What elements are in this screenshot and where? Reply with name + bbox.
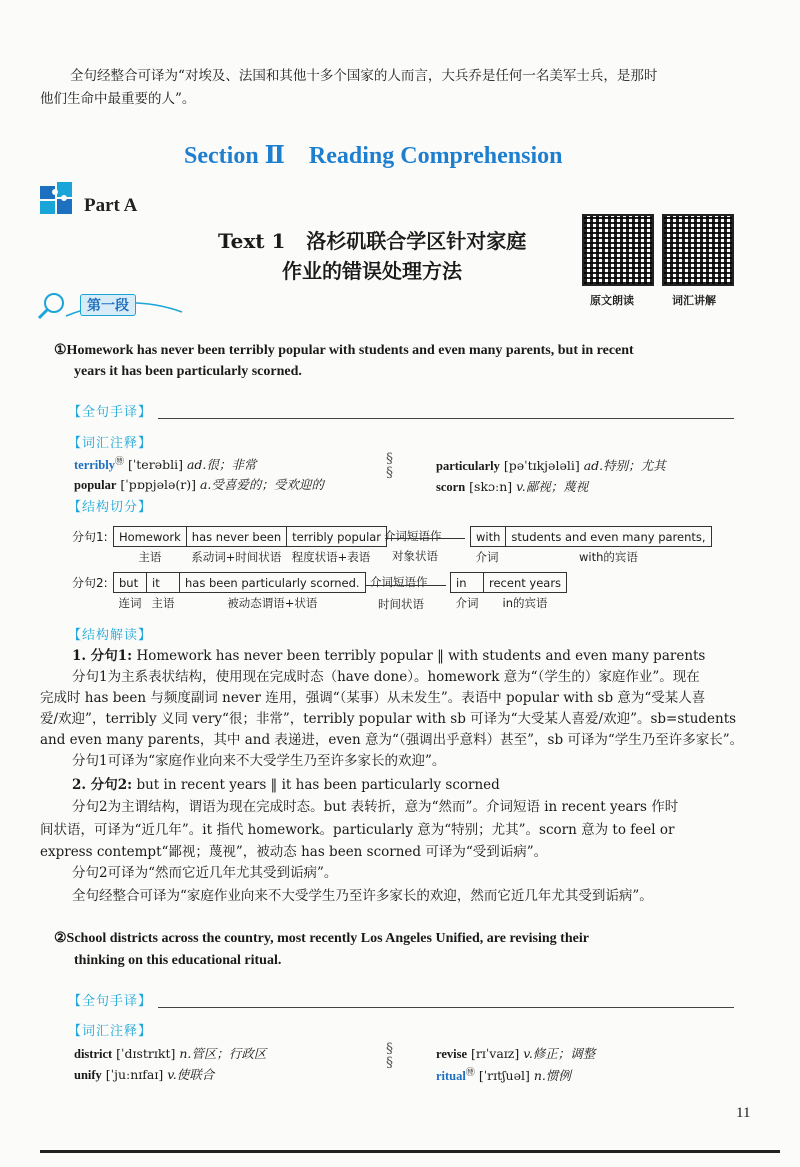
split-1-label: 分句1: xyxy=(72,530,108,544)
bottom-rule xyxy=(40,1150,780,1153)
split-1-mid-top: 介词短语作 xyxy=(384,529,442,543)
vocab-item-ritual: ritual㊕ [ˈrɪtʃuəl] n.惯例 xyxy=(436,1068,571,1084)
explain-p2-l3: express contempt“鄙视；蔑视”，被动态 has been scorned 可译为“受到诟病”。 xyxy=(40,844,548,860)
vocab-item-popular: popular [ˈpɒpjələ(r)] a.受喜爱的；受欢迎的 xyxy=(74,477,324,492)
split-2-mid-bottom: 时间状语 xyxy=(378,597,424,611)
section-title: Section Ⅱ Reading Comprehension xyxy=(184,143,563,169)
qr-label-vocab: 词汇讲解 xyxy=(672,294,716,307)
explain-p1-l5: 分句1可译为“家庭作业向来不大受学生乃至许多家长的欢迎”。 xyxy=(72,753,446,769)
sentence-2-line-1: ②School districts across the country, most recently Los Angeles Unified, are revising their xyxy=(54,931,589,946)
page-number: 11 xyxy=(736,1105,751,1121)
explain-p2-l2: 间状语，可译为“近几年”。it 指代 homework。particularly 意为“特别；尤其”。scorn 意为 to feel or xyxy=(40,822,675,838)
qr-code-reading[interactable] xyxy=(582,214,654,286)
explain-p1-l4: and even many parents，其中 and 表递进，even 意为“（强调出乎意料）甚至”，sb 可译为“学生乃至许多家长”。 xyxy=(40,732,744,748)
split-1-table-left: Homework has never been terribly popular 主语 系动词+时间状语 程度状语+表语 xyxy=(113,526,387,566)
split-2-arrow xyxy=(366,585,446,586)
split-1-table-right: with students and even many parents, 介词 with的宾语 xyxy=(470,526,712,566)
explain-p2-l1: 分句2为主谓结构，谓语为现在完成时态。but 表转折，意为“然而”。介词短语 in recent years 作时 xyxy=(72,799,679,815)
split-1-mid-bottom: 对象状语 xyxy=(392,549,438,563)
explain-p1-l1: 分句1为主系表状结构，使用现在完成时态（have done）。homework 意为“（学生的）家庭作业”。现在 xyxy=(72,669,700,685)
paragraph-tag xyxy=(36,290,186,320)
split-2-table-left: but it has been particularly scorned. 连词 主语 被动态谓语+状语 xyxy=(113,572,366,612)
vocab-item-district: district [ˈdɪstrɪkt] n.管区；行政区 xyxy=(74,1046,267,1061)
explain-p1-l3: 爱/欢迎”，terribly 义同 very“很；非常”，terribly popular with sb 可译为“大受某人喜爱/欢迎”。sb=students xyxy=(40,711,737,727)
qr-code-vocab[interactable] xyxy=(662,214,734,286)
split-2-table-right: in recent years 介词 in的宾语 xyxy=(450,572,567,612)
vocab-item-particularly: particularly [pəˈtɪkjələli] ad.特别；尤其 xyxy=(436,458,666,473)
paragraph-tag-label: 第一段 xyxy=(80,294,136,316)
text-title-line-1: Text 1 洛杉矶联合学区针对家庭 xyxy=(218,229,527,253)
label-full-translate-1: 【全句手译】 xyxy=(68,405,153,420)
explain-heading-2: 2. 分句2: but in recent years ‖ it has been particularly scorned xyxy=(72,777,500,793)
split-2-label: 分句2: xyxy=(72,576,108,590)
label-vocab-1: 【词汇注释】 xyxy=(68,436,153,451)
translate-line-2[interactable] xyxy=(158,1007,734,1008)
vocab-item-terribly: terribly㊕ [ˈterəbli] ad.很；非常 xyxy=(74,457,257,473)
explain-p2-l4: 分句2可译为“然而它近几年尤其受到诟病”。 xyxy=(72,865,338,881)
puzzle-icon xyxy=(38,180,76,216)
part-label: Part A xyxy=(84,195,138,216)
sentence-1-line-2: years it has been particularly scorned. xyxy=(74,364,302,379)
vocab-item-revise: revise [rɪˈvaɪz] v.修正；调整 xyxy=(436,1046,596,1061)
sentence-2-line-2: thinking on this educational ritual. xyxy=(74,953,282,968)
divider-wave-2: § § xyxy=(386,1041,393,1071)
intro-line-2: 他们生命中最重要的人”。 xyxy=(40,91,196,107)
text-title-line-2: 作业的错误处理方法 xyxy=(282,259,462,283)
label-structure-split: 【结构切分】 xyxy=(68,500,153,515)
split-2-mid-top: 介词短语作 xyxy=(370,575,428,589)
translate-line-1[interactable] xyxy=(158,418,734,419)
label-vocab-2: 【词汇注释】 xyxy=(68,1024,153,1039)
sentence-1-line-1: ①Homework has never been terribly popular with students and even many parents, but in recent xyxy=(54,343,634,358)
explain-p1-l2: 完成时 has been 与频度副词 never 连用，强调“（某事）从未发生”。表语中 popular with sb 意为“受某人喜 xyxy=(40,690,706,706)
label-structure-explain: 【结构解读】 xyxy=(68,628,153,643)
split-1-arrow xyxy=(385,538,465,539)
vocab-item-unify: unify [ˈjuːnɪfaɪ] v.使联合 xyxy=(74,1067,215,1082)
divider-wave-1: § § xyxy=(386,451,393,481)
vocab-item-scorn: scorn [skɔːn] v.鄙视；蔑视 xyxy=(436,479,589,494)
label-full-translate-2: 【全句手译】 xyxy=(68,994,153,1009)
explain-p3: 全句经整合可译为“家庭作业向来不大受学生乃至许多家长的欢迎，然而它近几年尤其受到诟病”。 xyxy=(72,888,653,904)
explain-heading-1: 1. 分句1: Homework has never been terribly popular ‖ with students and even many parents xyxy=(72,648,706,664)
intro-line-1: 全句经整合可译为“对埃及、法国和其他十多个国家的人而言，大兵乔是任何一名美军士兵，是那时 xyxy=(70,68,658,84)
qr-label-reading: 原文朗读 xyxy=(590,294,634,307)
